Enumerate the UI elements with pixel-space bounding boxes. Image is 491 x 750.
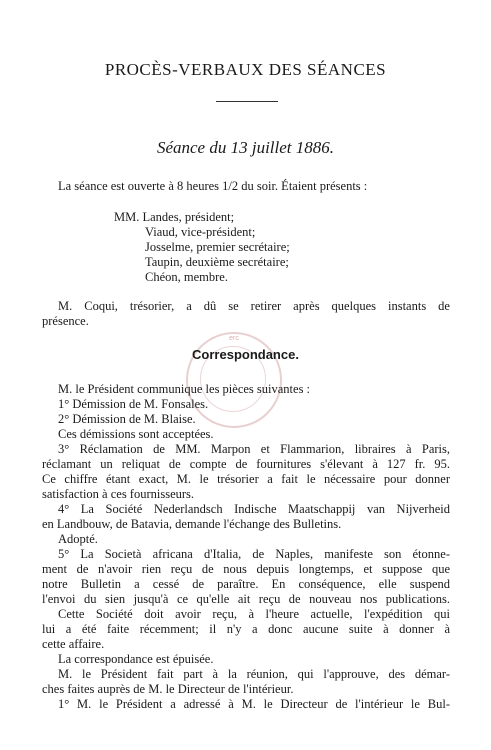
paragraph-line: ches faites auprès de M. le Directeur de l'intérieur. [42, 682, 294, 696]
member-line: MM. Landes, président; [114, 210, 235, 224]
paragraph-line: cette affaire. [42, 637, 105, 651]
paragraph-line: ment de n'avoir rien reçu de nous depuis longtemps, et suppose que [42, 562, 450, 576]
paragraph-line: M. le Président communique les pièces suivantes : [58, 382, 311, 396]
paragraph-line: Ce chiffre étant exact, M. le trésorier a fait le nécessaire pour donner [42, 472, 450, 486]
paragraph-line: notre Bulletin a cessé de paraître. En conséquence, elle suspend [42, 577, 450, 591]
member-line: Viaud, vice-président; [145, 225, 256, 239]
paragraph-line: M. Coqui, trésorier, a dû se retirer après quelques instants de [58, 299, 450, 313]
paragraph-line: 5° La Società africana d'Italia, de Naples, manifeste son étonne- [58, 547, 450, 561]
paragraph-line: Ces démissions sont acceptées. [58, 427, 214, 441]
paragraph-line: en Landbouw, de Batavia, demande l'échange des Bulletins. [42, 517, 342, 531]
library-stamp-watermark: erc [186, 332, 282, 428]
paragraph-line: La correspondance est épuisée. [58, 652, 214, 666]
page-header-title: PROCÈS-VERBAUX DES SÉANCES [104, 60, 387, 79]
paragraph-line: 2° Démission de M. Blaise. [58, 412, 196, 426]
paragraph-line: satisfaction à ces fournisseurs. [42, 487, 195, 501]
header-divider [216, 101, 278, 102]
paragraph-line: réclamant un reliquat de compte de fournitures s'élevant à 127 fr. 95. [42, 457, 450, 471]
paragraph-line: 1° M. le Président a adressé à M. le Directeur de l'intérieur le Bul- [58, 697, 450, 711]
member-line: Chéon, membre. [145, 270, 228, 284]
paragraph-line: Cette Société doit avoir reçu, à l'heure actuelle, l'expédition qui [58, 607, 450, 621]
section-heading: Correspondance. [192, 347, 299, 362]
paragraph-line: lui a été faite récemment; il n'y a donc aucune suite à donner à [42, 622, 450, 636]
paragraph-line: 3° Réclamation de MM. Marpon et Flammarion, libraires à Paris, [58, 442, 450, 456]
intro-line: La séance est ouverte à 8 heures 1/2 du soir. Étaient présents : [58, 179, 368, 193]
member-line: Taupin, deuxième secrétaire; [145, 255, 289, 269]
session-title: Séance du 13 juillet 1886. [156, 138, 335, 157]
paragraph-line: 4° La Société Nederlandsch Indische Maatschappij van Nijverheid [58, 502, 450, 516]
paragraph-line: présence. [42, 314, 89, 328]
paragraph-line: l'envoi du sien jusqu'à ce qu'elle ait reçu de nouveau nos publications. [42, 592, 450, 606]
paragraph-line: Adopté. [58, 532, 98, 546]
paragraph-line: 1° Démission de M. Fonsales. [58, 397, 209, 411]
member-line: Josselme, premier secrétaire; [145, 240, 290, 254]
paragraph-line: M. le Président fait part à la réunion, qui l'approuve, des démar- [58, 667, 450, 681]
